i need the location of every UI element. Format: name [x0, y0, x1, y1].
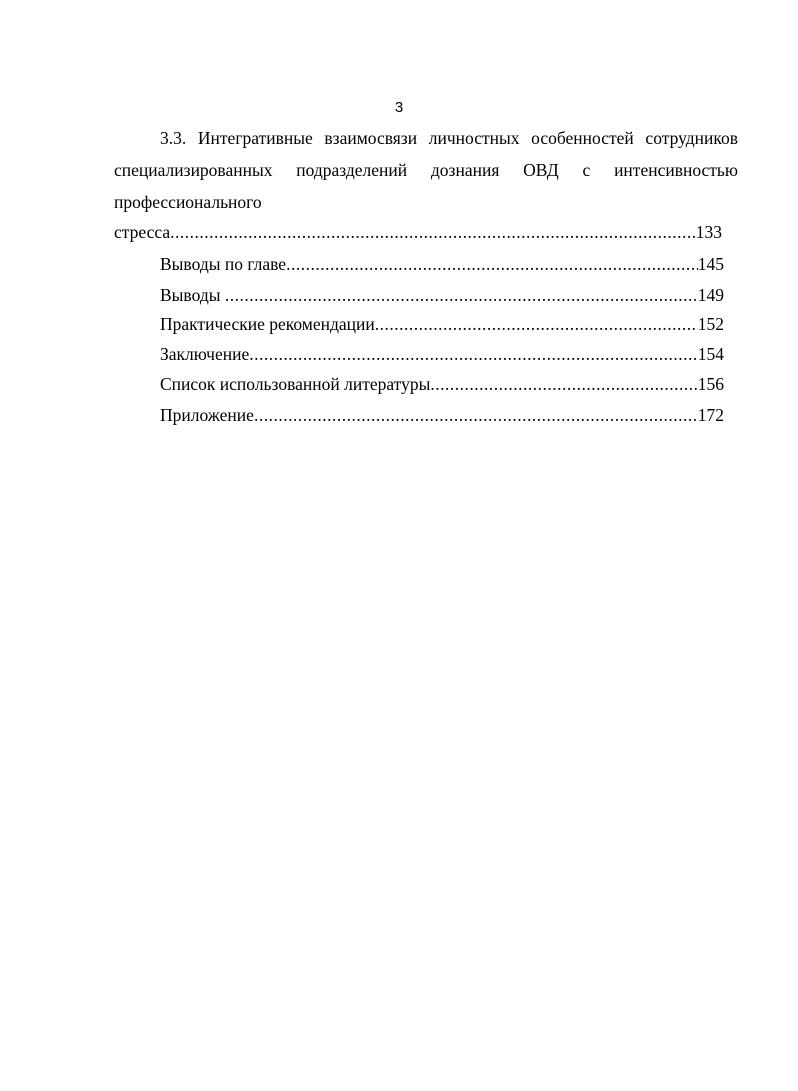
word: взаимосвязи [324, 128, 418, 148]
toc-page-number: 145 [697, 254, 724, 274]
toc-entry [160, 344, 724, 365]
toc-entry-3-3-line-2 [114, 160, 738, 181]
dot-leader [170, 222, 696, 243]
toc-page-number: 172 [697, 405, 724, 425]
toc-entry [160, 314, 724, 335]
toc-label: Список использованной литературы [160, 374, 431, 394]
word: особенностей [531, 128, 634, 148]
word: интенсивностью [614, 160, 738, 180]
dot-leader [225, 285, 698, 306]
toc-entry-3-3-line-4 [114, 222, 722, 243]
toc-page-number: 156 [697, 374, 724, 394]
toc-entry-3-3-line-3: профессионального [114, 192, 262, 212]
word: личностных [428, 128, 520, 148]
page-number: 3 [394, 99, 404, 116]
toc-entry [160, 254, 724, 275]
toc-page-number: 154 [697, 344, 724, 364]
dot-leader [430, 374, 697, 395]
toc-entry-3-3-line-1 [160, 128, 738, 149]
toc-label: Практические рекомендации [160, 314, 375, 334]
toc-label: Выводы [160, 285, 225, 305]
word: сотрудников [645, 128, 738, 148]
toc-entry [160, 405, 724, 426]
toc-entry [160, 374, 724, 395]
toc-page-number: 133 [695, 222, 722, 242]
word: ОВД [523, 160, 559, 180]
toc-page-number: 152 [697, 314, 724, 334]
toc-label: Выводы по главе [160, 254, 287, 274]
toc-entry [160, 285, 724, 306]
word: с [582, 160, 591, 180]
toc-label: стресса [114, 222, 171, 242]
word: специализированных [114, 160, 273, 180]
toc-label: Приложение [160, 405, 254, 425]
dot-leader [286, 254, 698, 275]
dot-leader [254, 405, 698, 426]
dot-leader [249, 344, 698, 365]
word: 3.3. [160, 128, 187, 148]
word: дознания [430, 160, 500, 180]
word: подразделений [296, 160, 408, 180]
toc-page-number: 149 [697, 285, 724, 305]
word: Интегративные [197, 128, 313, 148]
dot-leader [375, 314, 698, 335]
toc-label: Заключение [160, 344, 250, 364]
